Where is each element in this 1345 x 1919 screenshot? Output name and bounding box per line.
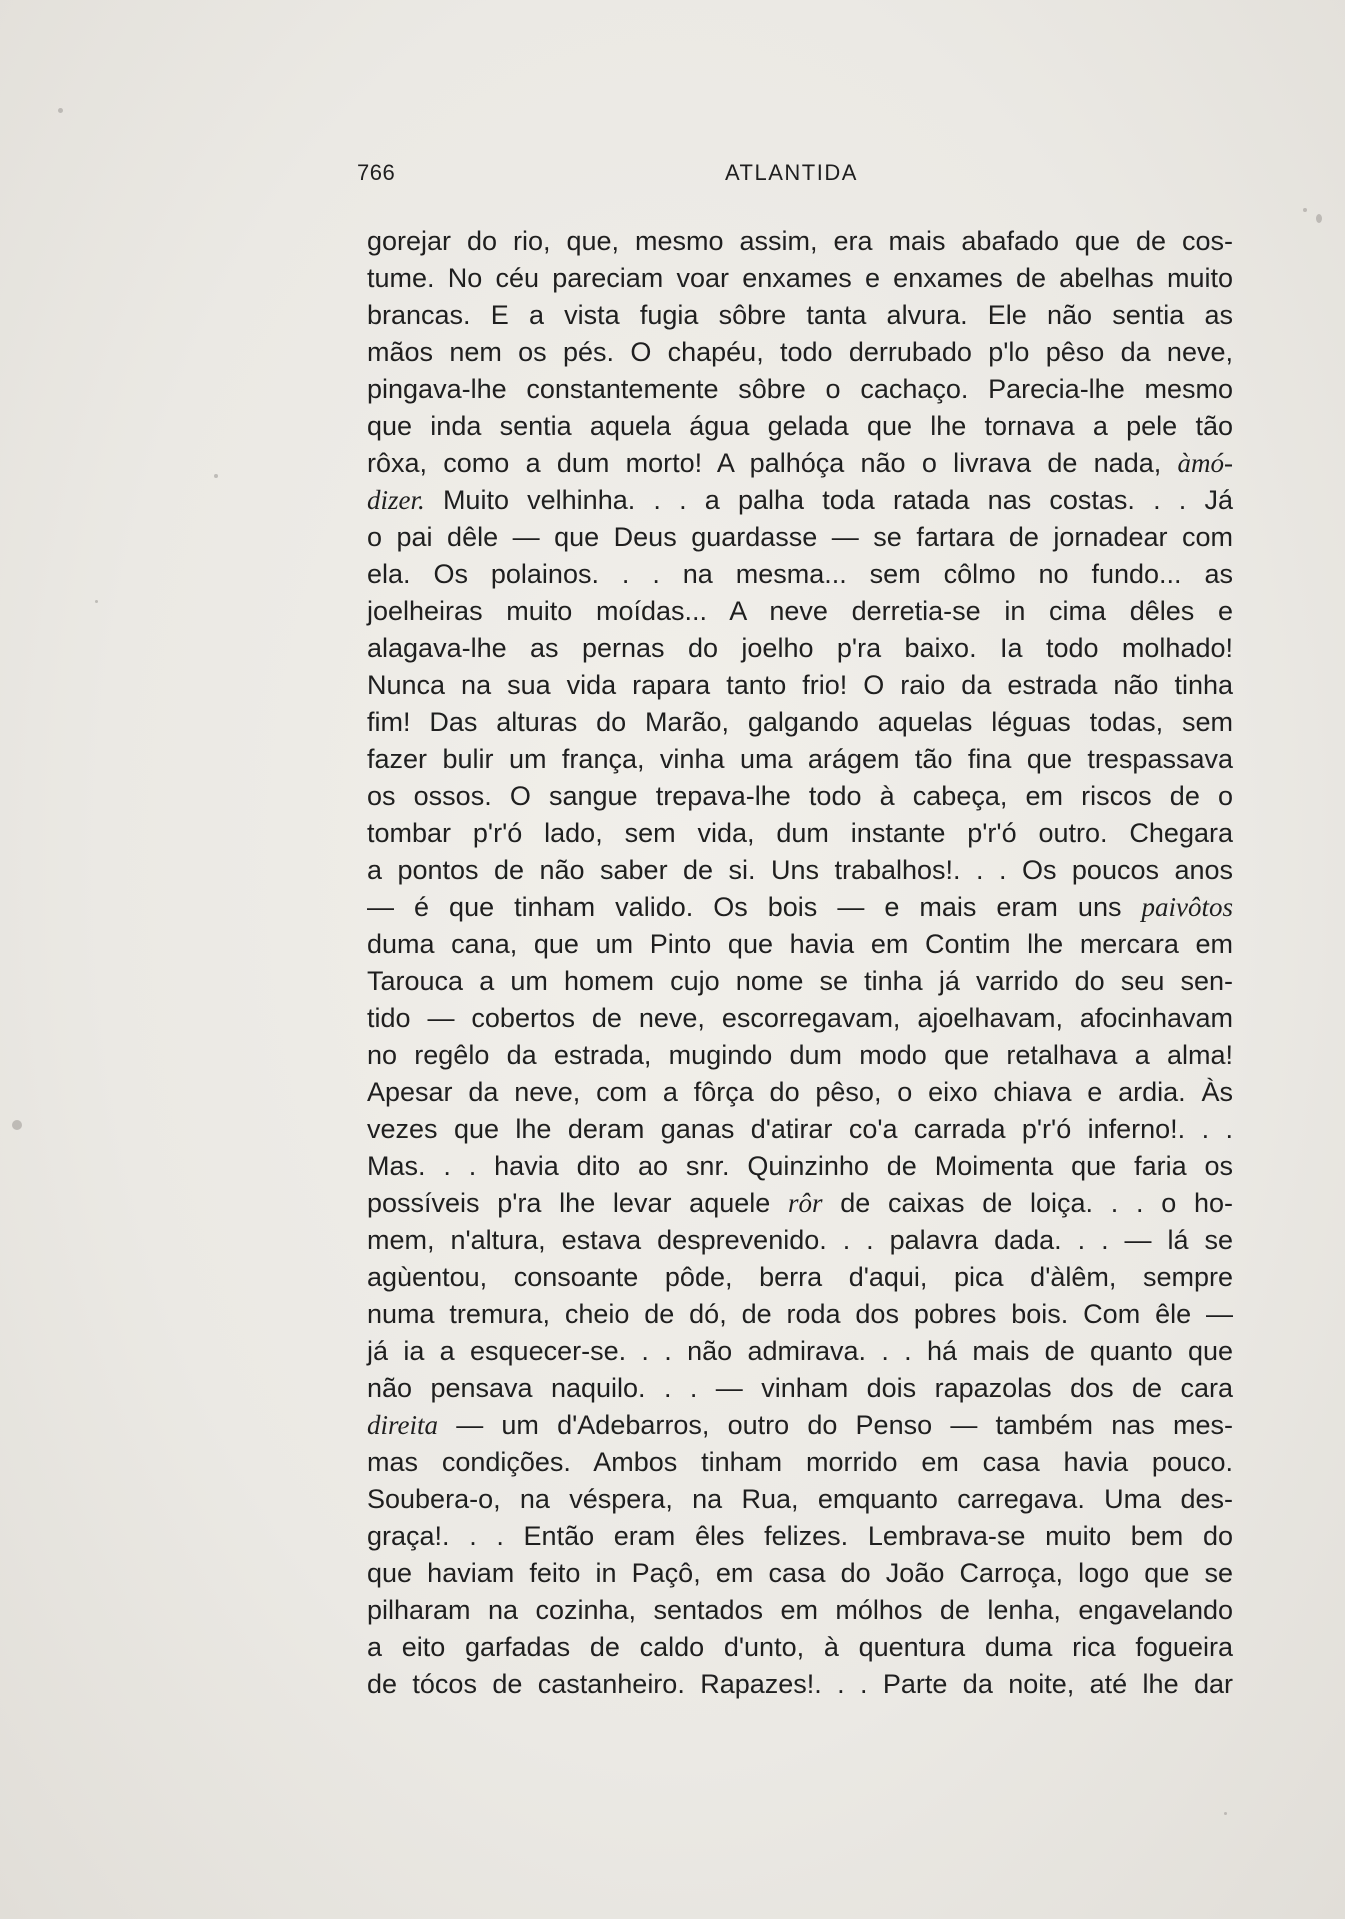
text-segment: — é que tinham valido. Os bois — e mais eram uns [367, 892, 1142, 922]
text-segment: Apesar da neve, com a fôrça do pêso, o eixo chiava e ardia. Às [367, 1077, 1233, 1107]
text-line [367, 1000, 1233, 1037]
paper-speck [1303, 208, 1307, 212]
text-segment: pilharam na cozinha, sentados em mólhos de lenha, engavelando [367, 1595, 1233, 1625]
text-segment: joelheiras muito moídas... A neve derretia-se in cima dêles e [367, 596, 1233, 626]
italic-word: àmó- [1177, 448, 1233, 478]
text-line [367, 1666, 1233, 1703]
text-line [367, 1370, 1233, 1407]
text-segment: tido — cobertos de neve, escorregavam, ajoelhavam, afocinhavam [367, 1003, 1233, 1033]
text-line [367, 371, 1233, 408]
text-segment: Muito velhinha. . . a palha toda ratada nas costas. . . Já [424, 485, 1233, 515]
text-line [367, 334, 1233, 371]
text-line [367, 223, 1233, 260]
text-segment: duma cana, que um Pinto que havia em Contim lhe mercara em [367, 929, 1233, 959]
text-line [367, 667, 1233, 704]
page-number: 766 [357, 160, 396, 185]
text-line [367, 778, 1233, 815]
text-segment: pingava-lhe constantemente sôbre o cachaço. Parecia-lhe mesmo [367, 374, 1233, 404]
paper-speck [95, 600, 98, 603]
text-line [367, 556, 1233, 593]
text-line [367, 1592, 1233, 1629]
text-line [367, 704, 1233, 741]
paper-speck [214, 474, 218, 478]
text-segment: a pontos de não saber de si. Uns trabalhos!. . . Os poucos anos [367, 855, 1233, 885]
text-segment: mãos nem os pés. O chapéu, todo derrubado p'lo pêso da neve, [367, 337, 1233, 367]
text-line [367, 408, 1233, 445]
text-line [367, 482, 1233, 519]
text-line [367, 1629, 1233, 1666]
text-line [367, 963, 1233, 1000]
text-segment: os ossos. O sangue trepava-lhe todo à cabeça, em riscos de o [367, 781, 1233, 811]
text-line [367, 1185, 1233, 1222]
text-segment: vezes que lhe deram ganas d'atirar co'a carrada p'r'ó inferno!. . . [367, 1114, 1233, 1144]
text-segment: Tarouca a um homem cujo nome se tinha já varrido do seu sen- [367, 966, 1233, 996]
text-line [367, 1481, 1233, 1518]
text-segment: mas condições. Ambos tinham morrido em casa havia pouco. [367, 1447, 1233, 1477]
text-segment: graça!. . . Então eram êles felizes. Lembrava-se muito bem do [367, 1521, 1233, 1551]
text-segment: fazer bulir um frança, vinha uma arágem tão fina que trespassava [367, 744, 1233, 774]
text-segment: o pai dêle — que Deus guardasse — se fartara de jornadear com [367, 522, 1233, 552]
text-line [367, 1074, 1233, 1111]
text-segment: no regêlo da estrada, mugindo dum modo que retalhava a alma! [367, 1040, 1233, 1070]
text-segment: tombar p'r'ó lado, sem vida, dum instante p'r'ó outro. Chegara [367, 818, 1233, 848]
text-segment: fim! Das alturas do Marão, galgando aquelas léguas todas, sem [367, 707, 1233, 737]
text-line [367, 1333, 1233, 1370]
paper-speck [58, 108, 63, 113]
text-line [367, 1222, 1233, 1259]
italic-word: paivôtos [1141, 892, 1233, 922]
text-line [367, 889, 1233, 926]
text-line [367, 1148, 1233, 1185]
text-line [367, 741, 1233, 778]
text-line [367, 519, 1233, 556]
text-segment: alagava-lhe as pernas do joelho p'ra baixo. Ia todo molhado! [367, 633, 1233, 663]
text-segment: tume. No céu pareciam voar enxames e enxames de abelhas muito [367, 263, 1233, 293]
text-segment: de tócos de castanheiro. Rapazes!. . . Parte da noite, até lhe dar [367, 1669, 1233, 1699]
text-line [367, 630, 1233, 667]
paper-speck [1224, 1812, 1227, 1815]
paper-speck [12, 1120, 22, 1130]
text-line [367, 926, 1233, 963]
text-line [367, 852, 1233, 889]
text-segment: rôxa, como a dum morto! A palhóça não o livrava de nada, [367, 448, 1178, 478]
text-segment: possíveis p'ra lhe levar aquele [367, 1188, 788, 1218]
text-line [367, 445, 1233, 482]
page-header [355, 160, 1231, 192]
text-line [367, 1111, 1233, 1148]
text-segment: numa tremura, cheio de dó, de roda dos pobres bois. Com êle — [367, 1299, 1233, 1329]
text-segment: a eito garfadas de caldo d'unto, à quentura duma rica fogueira [367, 1632, 1233, 1662]
running-title: ATLANTIDA [725, 160, 858, 185]
text-segment: ela. Os polainos. . . na mesma... sem côlmo no fundo... as [367, 559, 1233, 589]
italic-word: dizer. [367, 485, 425, 515]
text-segment: gorejar do rio, que, mesmo assim, era mais abafado que de cos- [367, 226, 1233, 256]
text-segment: que haviam feito in Paçô, em casa do João Carroça, logo que se [367, 1558, 1233, 1588]
text-segment: — um d'Adebarros, outro do Penso — também nas mes- [438, 1410, 1233, 1440]
text-line [367, 1518, 1233, 1555]
text-segment: não pensava naquilo. . . — vinham dois rapazolas dos de cara [367, 1373, 1233, 1403]
text-segment: Soubera-o, na véspera, na Rua, emquanto carregava. Uma des- [367, 1484, 1233, 1514]
text-segment: Mas. . . havia dito ao snr. Quinzinho de Moimenta que faria os [367, 1151, 1233, 1181]
text-segment: brancas. E a vista fugia sôbre tanta alvura. Ele não sentia as [367, 300, 1233, 330]
text-line [367, 1037, 1233, 1074]
text-segment: de caixas de loiça. . . o ho- [822, 1188, 1233, 1218]
text-line [367, 815, 1233, 852]
text-segment: que inda sentia aquela água gelada que lhe tornava a pele tão [367, 411, 1233, 441]
text-line [367, 1296, 1233, 1333]
text-segment: já ia a esquecer-se. . . não admirava. . . há mais de quanto que [367, 1336, 1233, 1366]
text-line [367, 1407, 1233, 1444]
text-line [367, 1444, 1233, 1481]
paper-speck [1316, 214, 1322, 223]
text-line [367, 297, 1233, 334]
text-segment: mem, n'altura, estava desprevenido. . . palavra dada. . . — lá se [367, 1225, 1233, 1255]
text-line [367, 1259, 1233, 1296]
italic-word: direita [367, 1410, 438, 1440]
text-segment: agùentou, consoante pôde, berra d'aqui, pica d'àlêm, sempre [367, 1262, 1233, 1292]
body-text [367, 223, 1233, 1703]
italic-word: rôr [788, 1188, 823, 1218]
text-line [367, 260, 1233, 297]
text-line [367, 1555, 1233, 1592]
text-line [367, 593, 1233, 630]
text-segment: Nunca na sua vida rapara tanto frio! O raio da estrada não tinha [367, 670, 1233, 700]
